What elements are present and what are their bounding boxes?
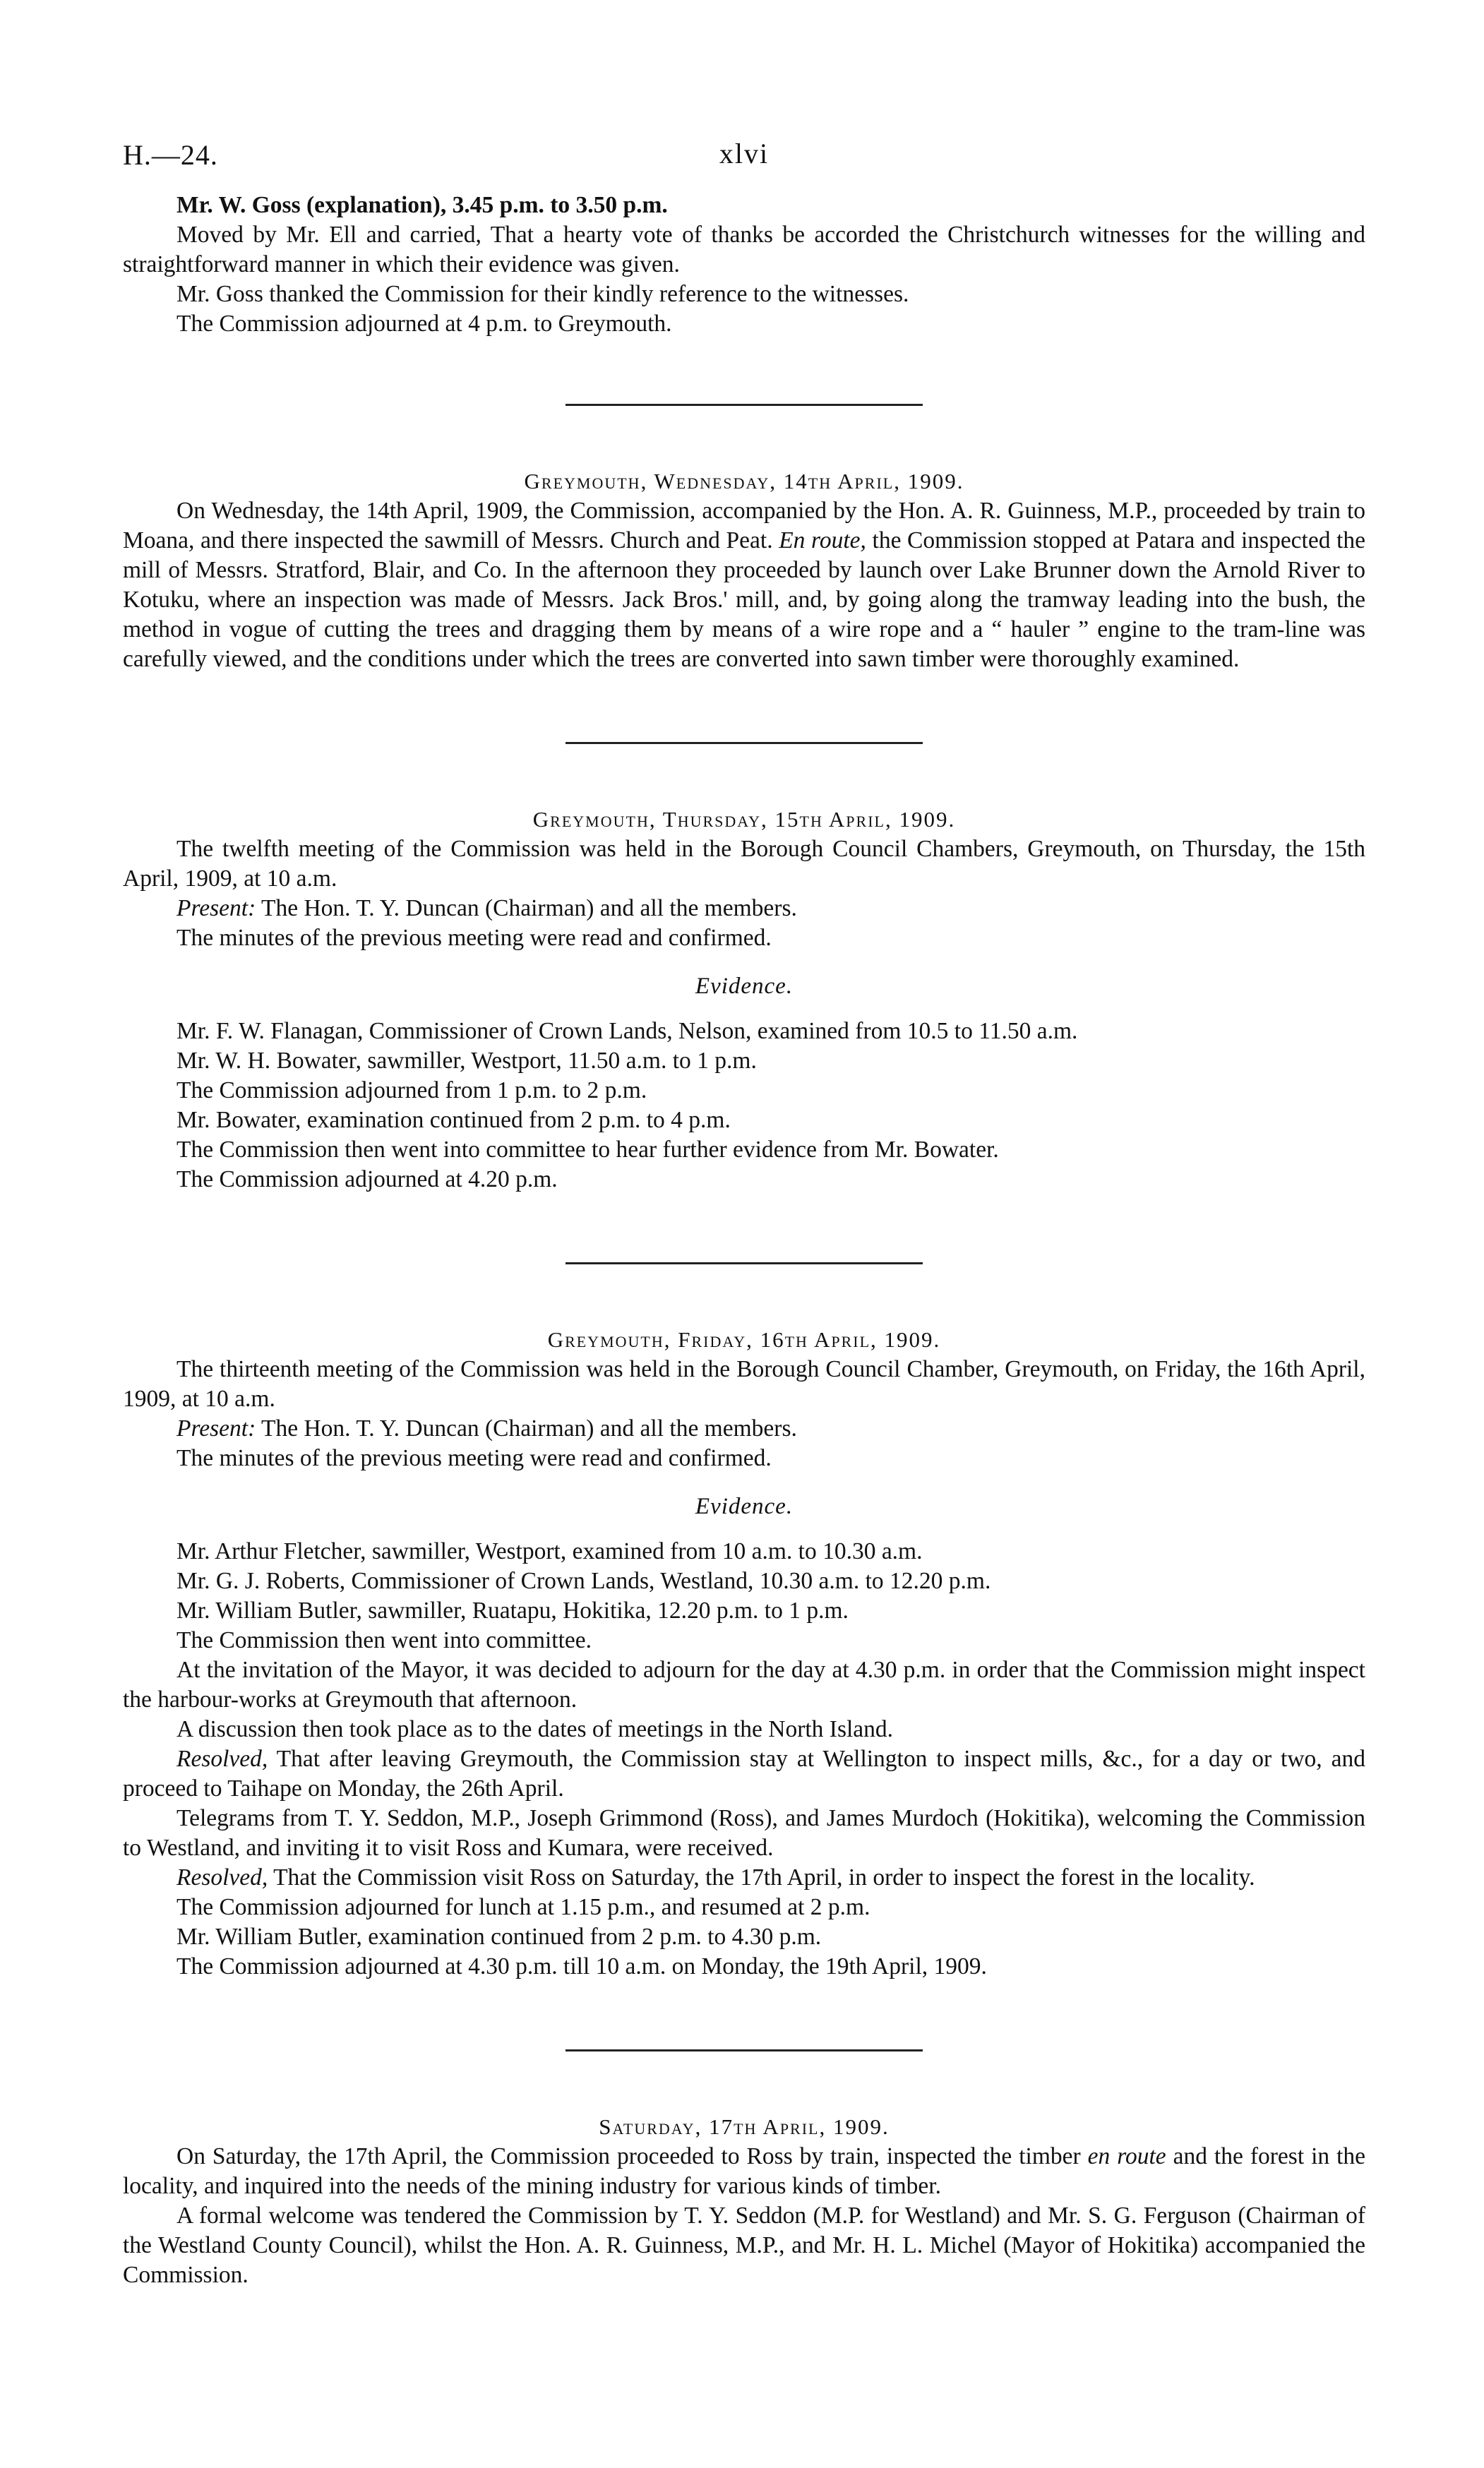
thursday-section — [123, 805, 1365, 1194]
saturday-paragraph-1: On Saturday, the 17th April, the Commission proceeded to Ross by train, inspected the timber en route and the forest in the locality, and inquired into the needs of the mining industry for various kinds of timber. — [123, 2143, 1366, 2199]
friday-present: Present: The Hon. T. Y. Duncan (Chairman) and all the members. — [176, 1415, 797, 1442]
saturday-heading: Saturday, 17th April, 1909. — [599, 2114, 890, 2139]
wednesday-paragraph: On Wednesday, the 14th April, 1909, the Commission, accompanied by the Hon. A. R. Guinness, M.P., proceeded by train to Moana, and there inspected the sawmill of Messrs. Church and Peat. En route, the Commission stopped at Patara and inspected the mill of Messrs. Stratford, Blair, and Co. In the afternoon they proceeded by launch over Lake Brunner down the Arnold River to Kotuku, where an inspection was made of Messrs. Jack Bros.' mill, and, by going along the tramway leading into the bush, the method in vogue of cutting the trees and dragging them by means of a wire rope and a “ hauler ” engine to the tram-line was carefully viewed, and the conditions under which the trees are converted into sawn timber were thoroughly examined. — [123, 498, 1366, 672]
evidence-item: Mr. W. H. Bowater, sawmiller, Westport, 11.50 a.m. to 1 p.m. — [176, 1048, 757, 1074]
goss-thanks-paragraph: Mr. Goss thanked the Commission for their kindly reference to the witnesses. — [176, 281, 909, 307]
thursday-intro: The twelfth meeting of the Commission was held in the Borough Council Chambers, Greymouth, on Thursday, the 15th April, 1909, at 10 a.m. — [123, 836, 1365, 892]
saturday-section — [123, 2112, 1365, 2290]
resolution-wellington: Resolved, That after leaving Greymouth, the Commission stay at Wellington to inspect mills, &c., for a day or two, and proceed to Taihape on Monday, the 26th April. — [123, 1746, 1365, 1802]
evidence-item: Mr. Bowater, examination continued from 2 p.m. to 4 p.m. — [176, 1107, 731, 1133]
telegrams-paragraph: Telegrams from T. Y. Seddon, M.P., Joseph Grimmond (Ross), and James Murdoch (Hokitika), welcoming the Commission to Westland, and inviting it to visit Ross and Kumara, were received. — [123, 1805, 1365, 1861]
wednesday-section — [123, 467, 1365, 674]
page-number: xlvi — [719, 138, 770, 169]
folio-reference: H.—24. — [123, 139, 218, 171]
document-page — [123, 120, 1365, 2290]
closing-line: The Commission adjourned at 4.30 p.m. till 10 a.m. on Monday, the 19th April, 1909. — [176, 1953, 987, 1979]
closing-line: The Commission adjourned for lunch at 1.15 p.m., and resumed at 2 p.m. — [176, 1894, 870, 1920]
discussion-line: A discussion then took place as to the dates of meetings in the North Island. — [176, 1716, 894, 1742]
evidence-item: The Commission adjourned at 4.20 p.m. — [176, 1166, 558, 1192]
friday-minutes: The minutes of the previous meeting were read and confirmed. — [176, 1445, 772, 1471]
evidence-item: Mr. William Butler, sawmiller, Ruatapu, Hokitika, 12.20 p.m. to 1 p.m. — [176, 1598, 849, 1624]
saturday-paragraph-2: A formal welcome was tendered the Commission by T. Y. Seddon (M.P. for Westland) and Mr. S. G. Ferguson (Chairman of the Westland County Council), whilst the Hon. A. R. Guinness, M.P., and Mr. H. L. Michel (Mayor of Hokitika) accompanied the Commission. — [123, 2203, 1365, 2288]
evidence-item: The Commission then went into committee to hear further evidence from Mr. Bowater. — [176, 1137, 999, 1163]
christchurch-section-end — [123, 191, 1365, 339]
evidence-item: Mr. G. J. Roberts, Commissioner of Crown Lands, Westland, 10.30 a.m. to 12.20 p.m. — [176, 1568, 991, 1594]
evidence-item: The Commission then went into committee. — [176, 1627, 592, 1653]
closing-line: Mr. William Butler, examination continued from 2 p.m. to 4.30 p.m. — [176, 1924, 822, 1950]
friday-heading: Greymouth, Friday, 16th April, 1909. — [547, 1327, 941, 1352]
thursday-minutes: The minutes of the previous meeting were read and confirmed. — [176, 925, 772, 951]
evidence-item: Mr. Arthur Fletcher, sawmiller, Westport, examined from 10 a.m. to 10.30 a.m. — [176, 1538, 923, 1564]
page-header — [123, 120, 1365, 191]
friday-section — [123, 1325, 1365, 1982]
evidence-item: Mr. F. W. Flanagan, Commissioner of Crown Lands, Nelson, examined from 10.5 to 11.50 a.m. — [176, 1018, 1078, 1044]
adjournment-line: The Commission adjourned at 4 p.m. to Greymouth. — [176, 311, 672, 337]
resolution-ross: Resolved, That the Commission visit Ross on Saturday, the 17th April, in order to inspect the forest in the locality. — [176, 1864, 1255, 1891]
thursday-evidence-heading: Evidence. — [695, 974, 794, 999]
wednesday-heading: Greymouth, Wednesday, 14th April, 1909. — [524, 469, 964, 493]
thursday-heading: Greymouth, Thursday, 15th April, 1909. — [532, 807, 956, 832]
evidence-item: The Commission adjourned from 1 p.m. to 2 p.m. — [176, 1077, 647, 1103]
friday-intro: The thirteenth meeting of the Commission was held in the Borough Council Chamber, Greymouth, on Friday, the 16th April, 1909, at 10 a.m. — [123, 1356, 1365, 1412]
mayor-invitation-paragraph: At the invitation of the Mayor, it was decided to adjourn for the day at 4.30 p.m. in order that the Commission might inspect the harbour-works at Greymouth that afternoon. — [123, 1657, 1365, 1713]
vote-of-thanks-paragraph: Moved by Mr. Ell and carried, That a hearty vote of thanks be accorded the Christchurch witnesses for the willing and straightforward manner in which their evidence was given. — [123, 222, 1365, 277]
thursday-present: Present: The Hon. T. Y. Duncan (Chairman) and all the members. — [176, 895, 797, 921]
goss-witness-line: Mr. W. Goss (explanation), 3.45 p.m. to 3.50 p.m. — [176, 192, 668, 218]
friday-evidence-heading: Evidence. — [695, 1494, 794, 1519]
